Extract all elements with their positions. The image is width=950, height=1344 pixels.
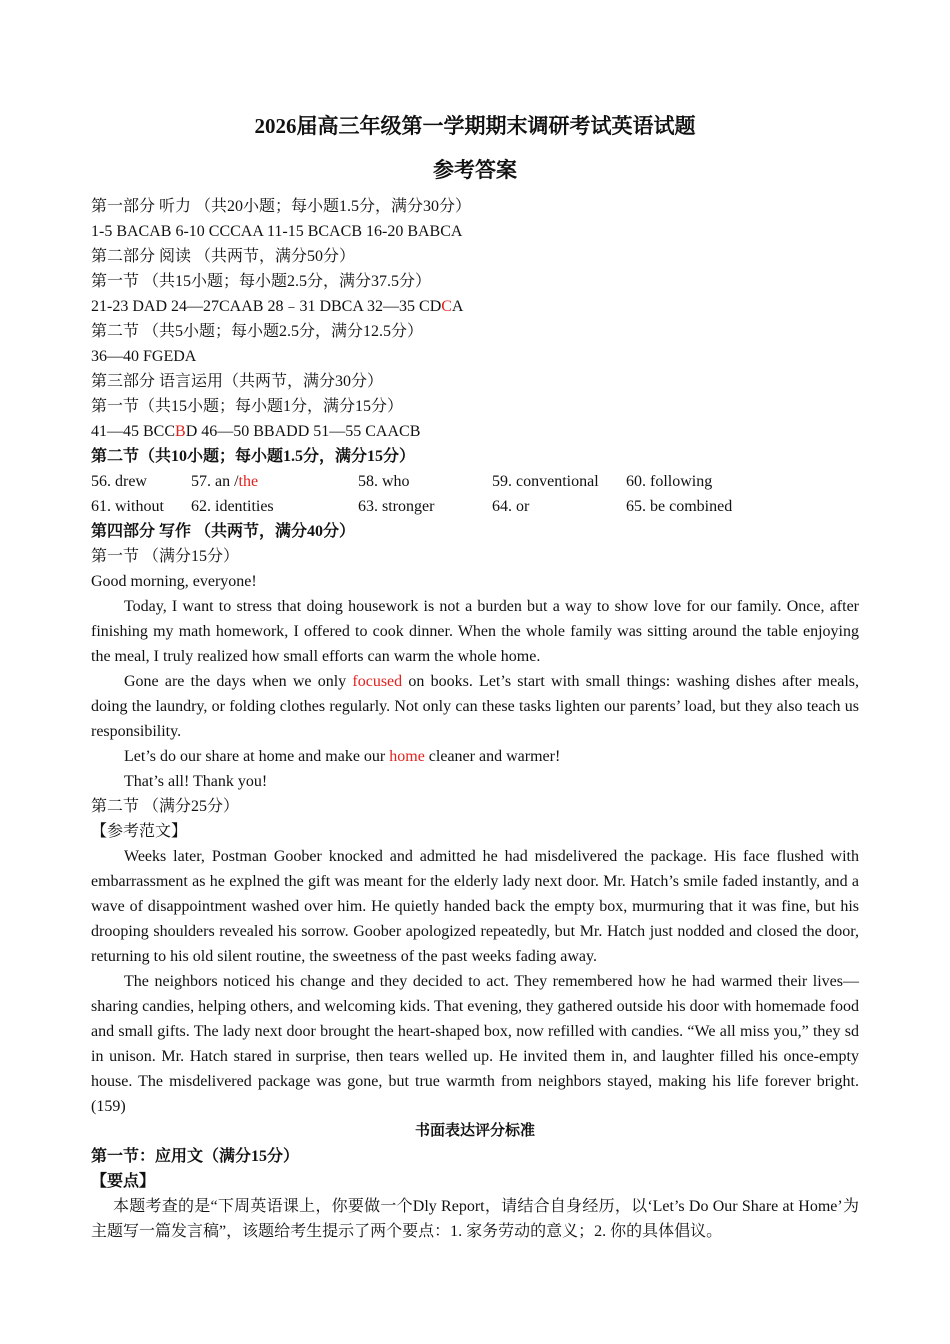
part2-header: 第二部分 阅读 （共两节，满分50分） [91, 248, 356, 265]
part2-sec2-answers: 36—40 FGEDA [91, 348, 197, 365]
part4-sec2-header: 第二节 （满分25分） [91, 798, 240, 815]
answers-text: 41—45 BCC [91, 423, 176, 440]
fill-answer: 64. or [492, 498, 530, 515]
answers-text: D 46—50 BBADD 51—55 CAACB [185, 423, 421, 440]
part3-sec1-header: 第一节（共15小题；每小题1分，满分15分） [91, 398, 404, 415]
part1-header: 第一部分 听力 （共20小题；每小题1.5分，满分30分） [91, 198, 472, 215]
corrected-word: home [389, 748, 425, 765]
fill-answer-text: 57. an / [191, 473, 239, 490]
answer-key-page [91, 108, 859, 1244]
part3-header: 第三部分 语言运用（共两节，满分30分） [91, 373, 384, 390]
corrected-answer: C [441, 298, 452, 315]
answers-text: A [451, 298, 464, 315]
sample-paragraph: The neighbors noticed his change and they decided to act. They remembered how he had warmed their lives—sharing candies, helping others, and welcoming kids. That evening, they gathered outside his door with homemade food and small gifts. The lady next door brought the heart-shaped box, now refilled with candies. “We all miss you,” they sd in unison. Mr. Hatch stared in surprise, then tears welled up. He invited them in, and laughter filled his once-empty house. The misdelivered package was gone, but true warmth from neighbors stayed, making his life forever bright. (159) [91, 973, 859, 1115]
fill-answer: 58. who [358, 473, 410, 490]
answers-text: 21-23 DAD 24—27CAAB 28﹣31 DBCA 32—35 CD [91, 298, 442, 315]
speech-paragraph [91, 744, 859, 769]
part2-sec2-header: 第二节 （共5小题；每小题2.5分，满分12.5分） [91, 323, 424, 340]
speech-paragraph [91, 669, 859, 744]
part4-header: 第四部分 写作 （共两节，满分40分） [91, 523, 356, 540]
points-label: 【要点】 [91, 1173, 156, 1190]
part2-sec1-header: 第一节 （共15小题；每小题2.5分，满分37.5分） [91, 273, 432, 290]
speech-text: cleaner and warmer! [424, 748, 561, 765]
corrected-answer: the [238, 473, 259, 490]
sample-label: 【参考范文】 [91, 823, 188, 840]
criteria-title: 书面表达评分标准 [414, 1123, 535, 1139]
corrected-word: focused [352, 673, 403, 690]
fill-answer: 65. be combined [626, 498, 733, 515]
fill-answer: 62. identities [191, 498, 274, 515]
part2-sec1-answers [91, 294, 859, 319]
page-subtitle: 参考答案 [433, 158, 517, 182]
fill-answer: 59. conventional [492, 473, 599, 490]
speech-closing: That’s all! Thank you! [124, 773, 268, 790]
speech-text: Let’s do our share at home and make our [124, 748, 390, 765]
fill-in-answers [91, 469, 859, 519]
fill-answer: 56. drew [91, 473, 147, 490]
corrected-answer: B [175, 423, 186, 440]
fill-answer: 61. without [91, 498, 164, 515]
part3-sec2-header: 第二节（共10小题；每小题1.5分，满分15分） [91, 448, 416, 465]
speech-text: Gone are the days when we only [124, 673, 353, 690]
speech-paragraph: Today, I want to stress that doing housework is not a burden but a way to show love for our family. Once, after finishing my math homework, I offered to cook dinner. When the whole family was sitting around the table enjoying the meal, I truly realized how small efforts can warm the whole home. [91, 598, 859, 665]
part4-sec1-header: 第一节 （满分15分） [91, 548, 240, 565]
speech-greeting: Good morning, everyone! [91, 573, 257, 590]
page-title: 2026届高三年级第一学期期末调研考试英语试题 [254, 114, 696, 138]
part3-sec1-answers [91, 419, 859, 444]
sample-paragraph: Weeks later, Postman Goober knocked and admitted he had misdelivered the package. His face flushed with embarrassment as he explned the gift was meant for the elderly lady next door. Mr. Hatch’s smile faded instantly, and a wave of disappointment washed over him. He quietly handed back the empty box, murmuring that it was fine, but his drooping shoulders revealed his sorrow. Goober apologized repeatedly, but Mr. Hatch just nodded and closed the door, returning to his old silent routine, the sweetness of the past weeks fading away. [91, 848, 859, 965]
fill-answer: 63. stronger [358, 498, 435, 515]
fill-answer: 60. following [626, 473, 713, 490]
part1-answers: 1-5 BACAB 6-10 CCCAA 11-15 BCACB 16-20 BABCA [91, 223, 463, 240]
fill-answer [191, 469, 358, 494]
points-text: 本题考查的是“下周英语课上，你要做一个Dly Report，请结合自身经历，以‘Let’s Do Our Share at Home’为主题写一篇发言稿”，该题给考生提示了两个要点：1. 家务劳动的意义；2. 你的具体倡议。 [91, 1198, 859, 1240]
speech-text: on books. Let’s start with small things: washing dishes after meals, doing the laundry, or folding clothes regularly. Not only can these tasks lighten our parents’ load, but they also teach us responsibility. [91, 673, 860, 740]
criteria-sec1-header: 第一节：应用文（满分15分） [91, 1148, 300, 1165]
